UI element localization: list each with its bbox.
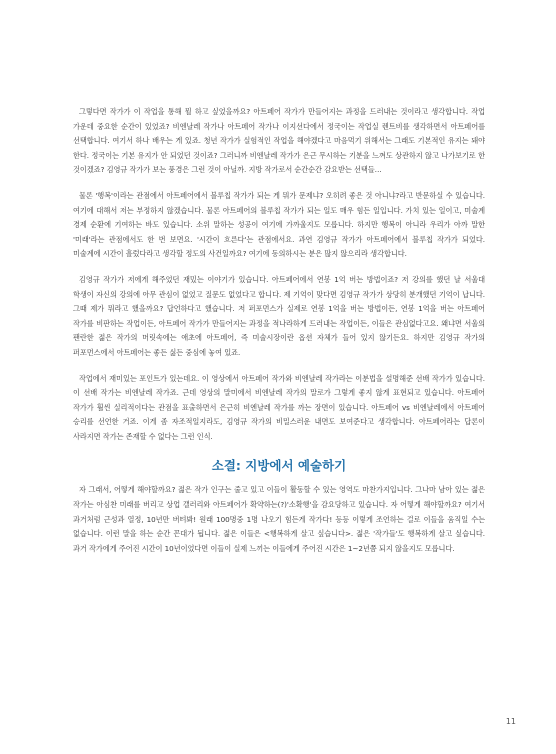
- paragraph-3: 김영규 작가가 저에게 해주었던 재밌는 이야기가 있습니다. 아트페어에서 연봉 1억 버는 방법이죠? 저 강의를 했던 날 서울대 학생이 자신의 강의에 아무 관심이 없었고 질문도 없었다고 합니다. 제 기억이 맞다면 김영규 작가가 상당히 분개했던 기억이 납니다. 그때 제가 뭐라고 했을까요? 답언하다고 했습니다. 저 퍼포먼스가 실제로 연봉 1억을 버는 방법이든, 연봉 1억을 버는 아트페어 작가를 비판하는 작업이든, 아트페어 작가가 만들어지는 과정을 적나라하게 드러내는 작업이든, 이들은 관심없다고요. 왜냐면 서울의 팬란한 젊은 작가의 머릿속에는 애초에 아트페어, 즉 미술시장이란 옵션 자체가 들어 있지 않기든요. 하지만 김영규 작가의 퍼포먼스에서 아트페어는 좋든 싫든 중심에 놓여 있죠.: [73, 274, 485, 357]
- body-content: [73, 105, 485, 567]
- page-number: 11: [505, 717, 516, 726]
- section-heading: 소결: 지방에서 예술하기: [211, 458, 347, 474]
- paragraph-4: 작업에서 재미있는 포인트가 있는데요. 이 영상에서 아트페어 작가와 비엔날레 작가라는 이분법을 설명해준 선배 작가가 있습니다. 이 선배 작가는 비엔날레 작가죠. 근데 영상의 말미에서 비엔날레 작가의 말로가 그렇게 좋지 않게 표현되고 있습니다. 아트페어 작가가 훨씬 실리적이다는 관점을 표출하면서 은근히 비엔날레 작가를 까는 장면이 있습니다. 아트페어 vs 비엔날레에서 아트페어 승리를 선언한 거죠. 이게 좀 자조적일지라도, 김영규 작가의 비밀스러운 내면도 보여준다고 생각합니다. 아트페어라는 답론이 사라지면 작가는 존재할 수 없다는 그런 인식.: [73, 373, 485, 441]
- closing-paragraph: 자 그래서, 어떻게 해야할까요? 젊은 작가 인구는 줄고 있고 이들이 활동할 수 있는 영역도 마찬가지입니다. 그나마 남아 있는 젊은 작가는 아심찬 미래를 버리고 상업 갤러리와 아트페어가 확약하는(?)'소확행'을 감요당하고 있습니다. 자 어떻게 해야할까요? 여기서 과거처럼 근성과 열정, 10년만 버텨봐! 원래 100명중 1명 나오기 힘든게 작가다! 등등 이렇게 조언하는 걸로 이들을 움직일 수는 없습니다. 이런 말을 하는 순간 꼰대가 됩니다. 젊은 이들은 <행복하게 살고 싶습니다>. 젊은 '작가들'도 행복하게 살고 싶습니다. 과거 작가에게 주어진 시간이 10년이었다면 이들이 실제 느끼는 이들에게 주어진 시간은 1~2년쯤 되지 않을지도 모릅니다.: [73, 485, 485, 553]
- paragraph-2: 물론 '행복'이라는 관점에서 아트페어에서 블루칩 작가가 되는 게 뭐가 문제냐? 오히려 좋은 것 아니냐?라고 반문하실 수 있습니다. 여기에 대해서 저는 부정하지 않겠습니다. 물론 아트페어의 블루칩 작가가 되는 일도 매우 힘든 일입니다. 가치 있는 일이고, 미술계 경제 순환에 기여하는 바도 있습니다. 소위 말하는 성공이 여기에 가까울지도 모릅니다. 하지만 행복이 아니라 우리가 아까 말한 '미래'라는 관점에서도 한 번 보면요. '시간이 흐른다'는 관점에서요. 과연 김영규 작가가 아트페어에서 블루칩 작가가 되었다. 미술계에 시간이 흘렀다라고 생각할 정도의 사건일까요? 여기에 동의하시는 분은 많지 않으리라 생각합니다.: [73, 190, 485, 259]
- paragraph-1: 그렇다면 작가가 이 작업을 통해 뭘 하고 싶었을까요? 아트페어 작가가 만들어지는 과정을 드러내는 것이라고 생각합니다. 작업 가운데 중요한 순간이 있었죠? 비엔날레 작가나 아트페어 작가나 이지선다에서 정국이는 작업실 렌트비를 생각하면서 아트페어를 선택합니다. 여기서 하나 배우는 게 있죠. 청년 작가가 실험적인 작업을 해야겠다고 마음먹기 위해서는 그래도 기본적인 유지는 돼야 한다. 정국이는 기본 유지가 안 되었던 것이죠? 그러니까 비엔날레 작가가 은근 무시하는 기분을 느껴도 상관하지 않고 나가보기로 한 것이겠죠? 김영규 작가가 보는 풍경은 그런 것이 아닐까. 지방 작가로서 순간순간 감요받는 선택들…: [73, 107, 485, 175]
